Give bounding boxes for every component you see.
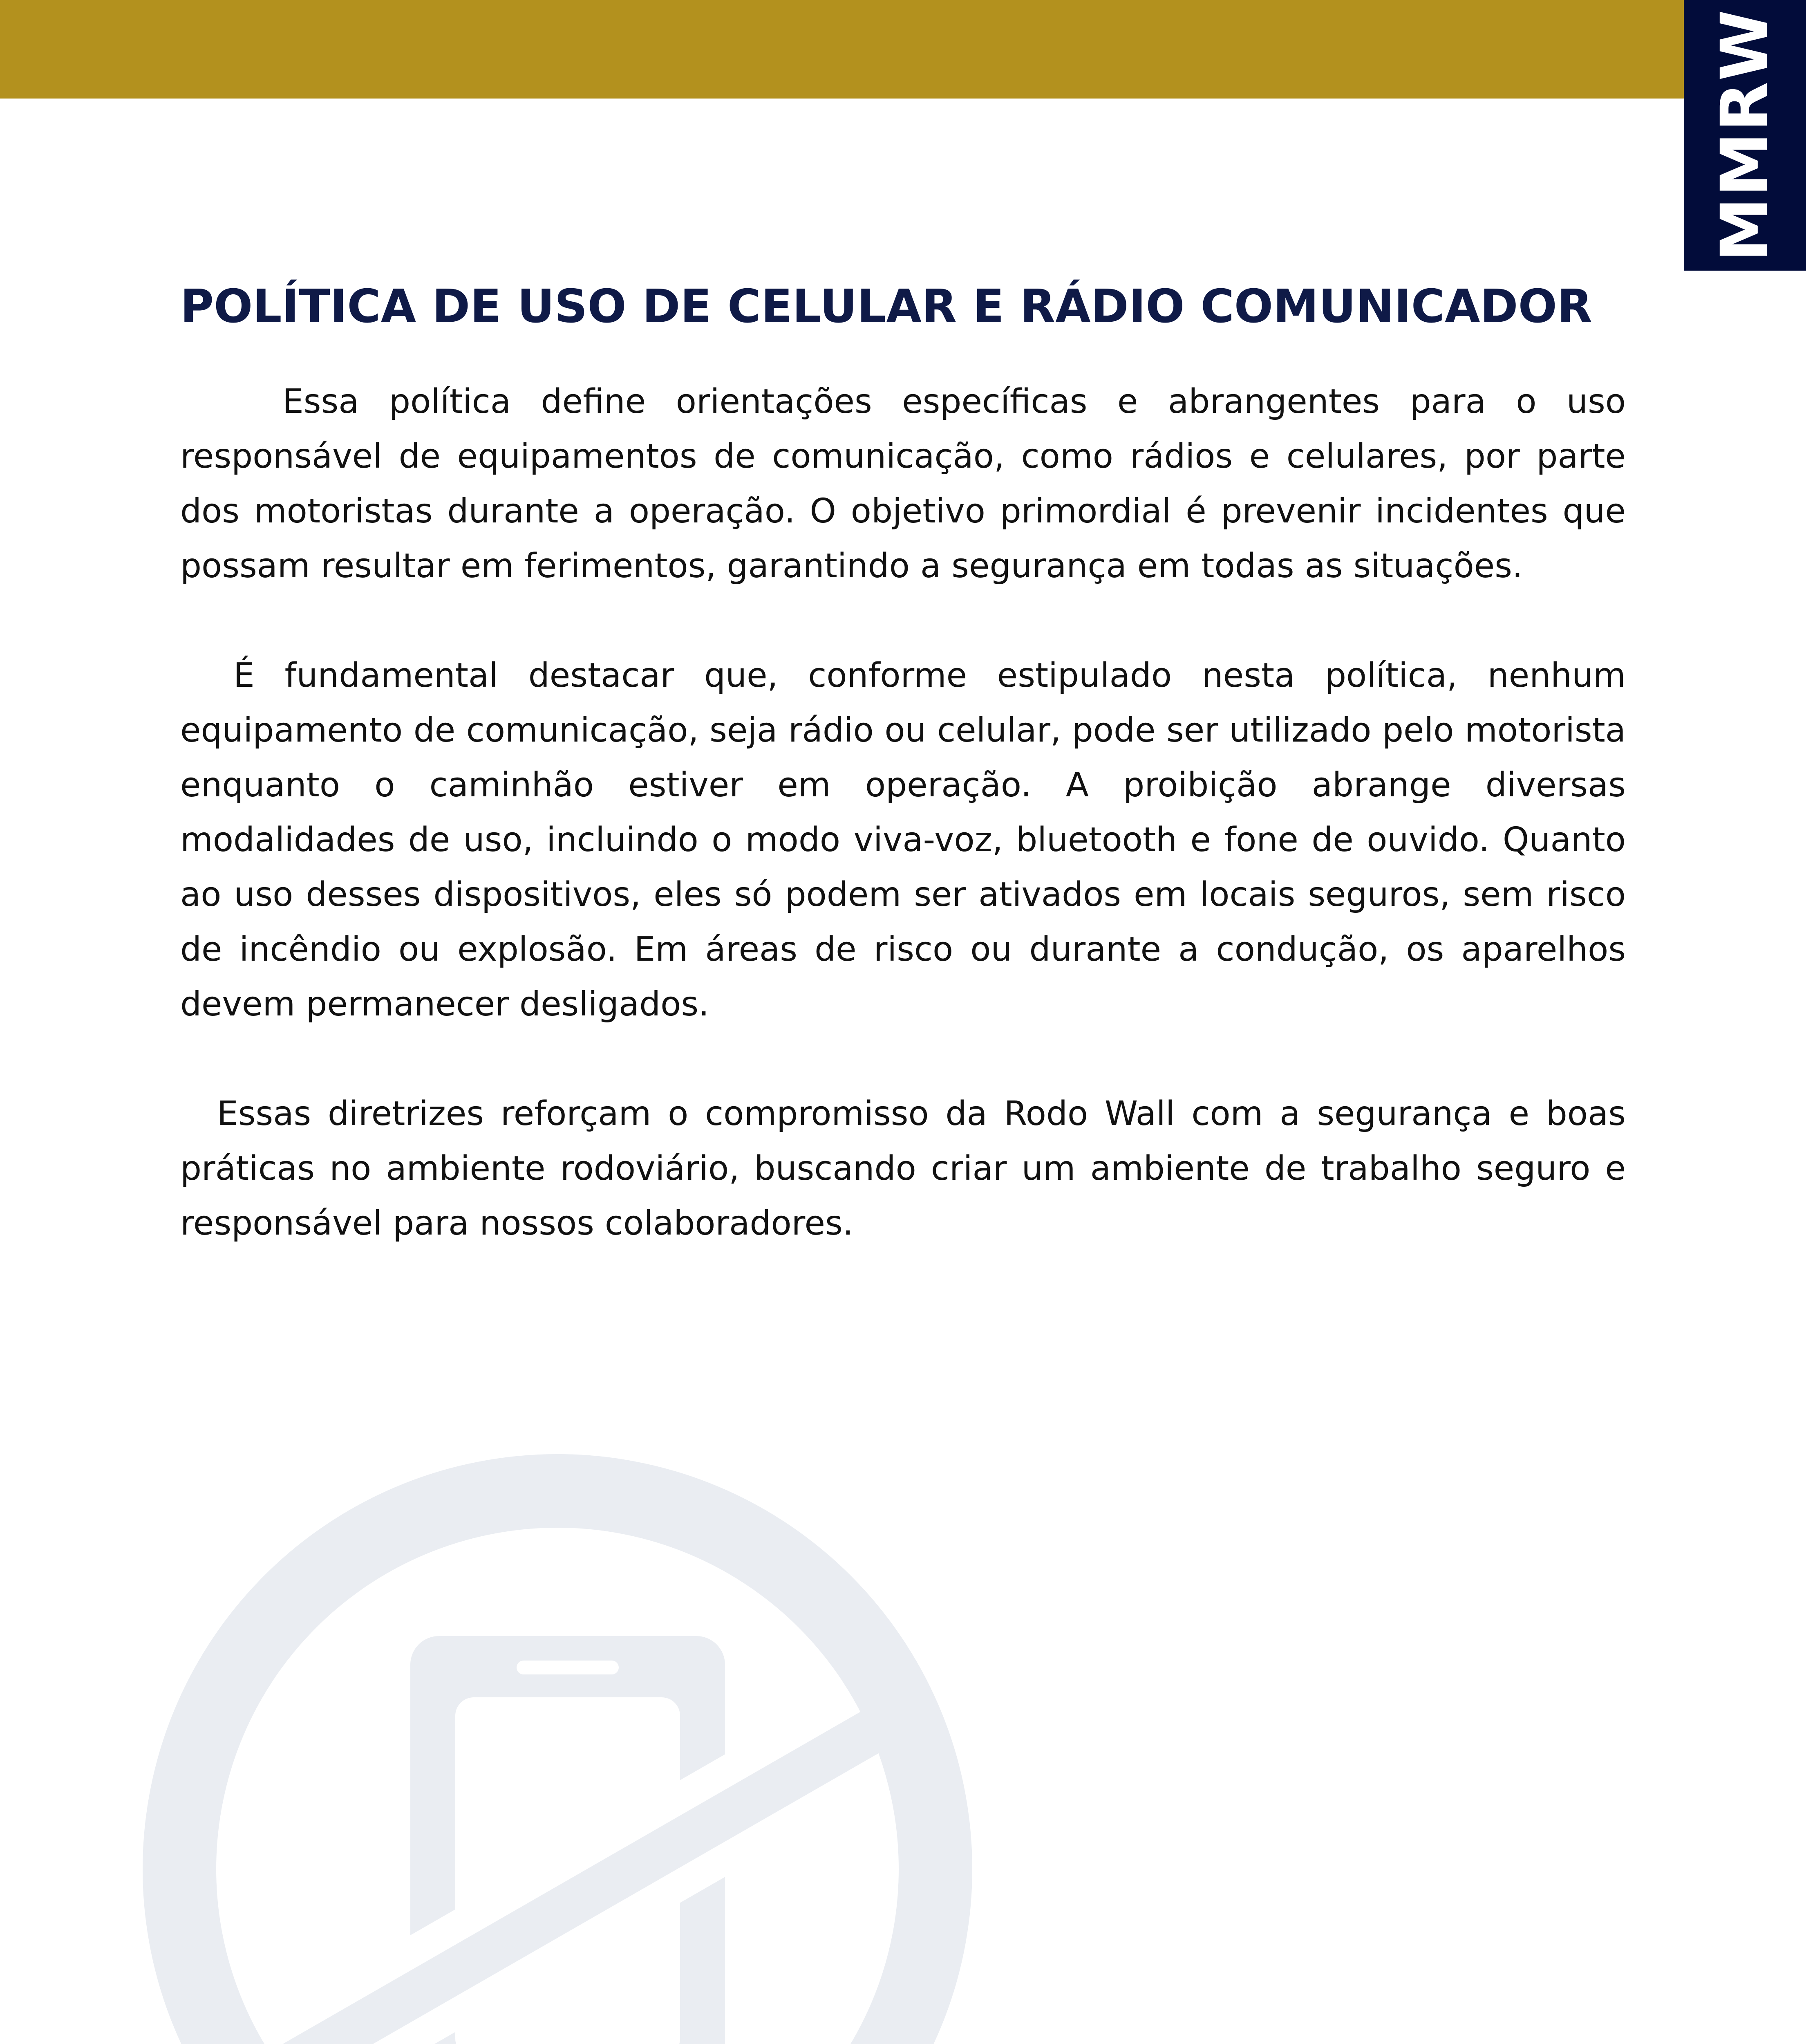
page-title: POLÍTICA DE USO DE CELULAR E RÁDIO COMUNICADOR <box>180 280 1593 333</box>
side-tab-label: MMRW <box>1707 9 1782 262</box>
paragraph-2: É fundamental destacar que, conforme estipulado nesta política, nenhum equipamento de comunicação, seja rádio ou celular, pode ser utilizado pelo motorista enquanto o caminhão estiver em operação. A proibição abrange diversas modalidades de uso, incluindo o modo viva-voz, bluetooth e fone de ouvido. Quanto ao uso desses dispositivos, eles só podem ser ativados em locais seguros, sem risco de incêndio ou explosão. Em áreas de risco ou durante a condução, os aparelhos devem permanecer desligados. <box>180 656 1626 1024</box>
no-phone-icon <box>143 1454 972 2044</box>
body-text <box>180 374 1626 1306</box>
paragraph-1: Essa política define orientações específicas e abrangentes para o uso responsável de equipamentos de comunicação, como rádios e celulares, por parte dos motoristas durante a operação. O objetivo primordial é prevenir incidentes que possam resultar em ferimentos, garantindo a segurança em todas as situações. <box>180 382 1626 585</box>
paragraph-3: Essas diretrizes reforçam o compromisso da Rodo Wall com a segurança e boas práticas no ambiente rodoviário, buscando criar um ambiente de trabalho seguro e responsável para nossos colaboradores. <box>180 1094 1626 1243</box>
top-accent-bar <box>0 0 1684 99</box>
side-tab <box>1684 0 1806 271</box>
